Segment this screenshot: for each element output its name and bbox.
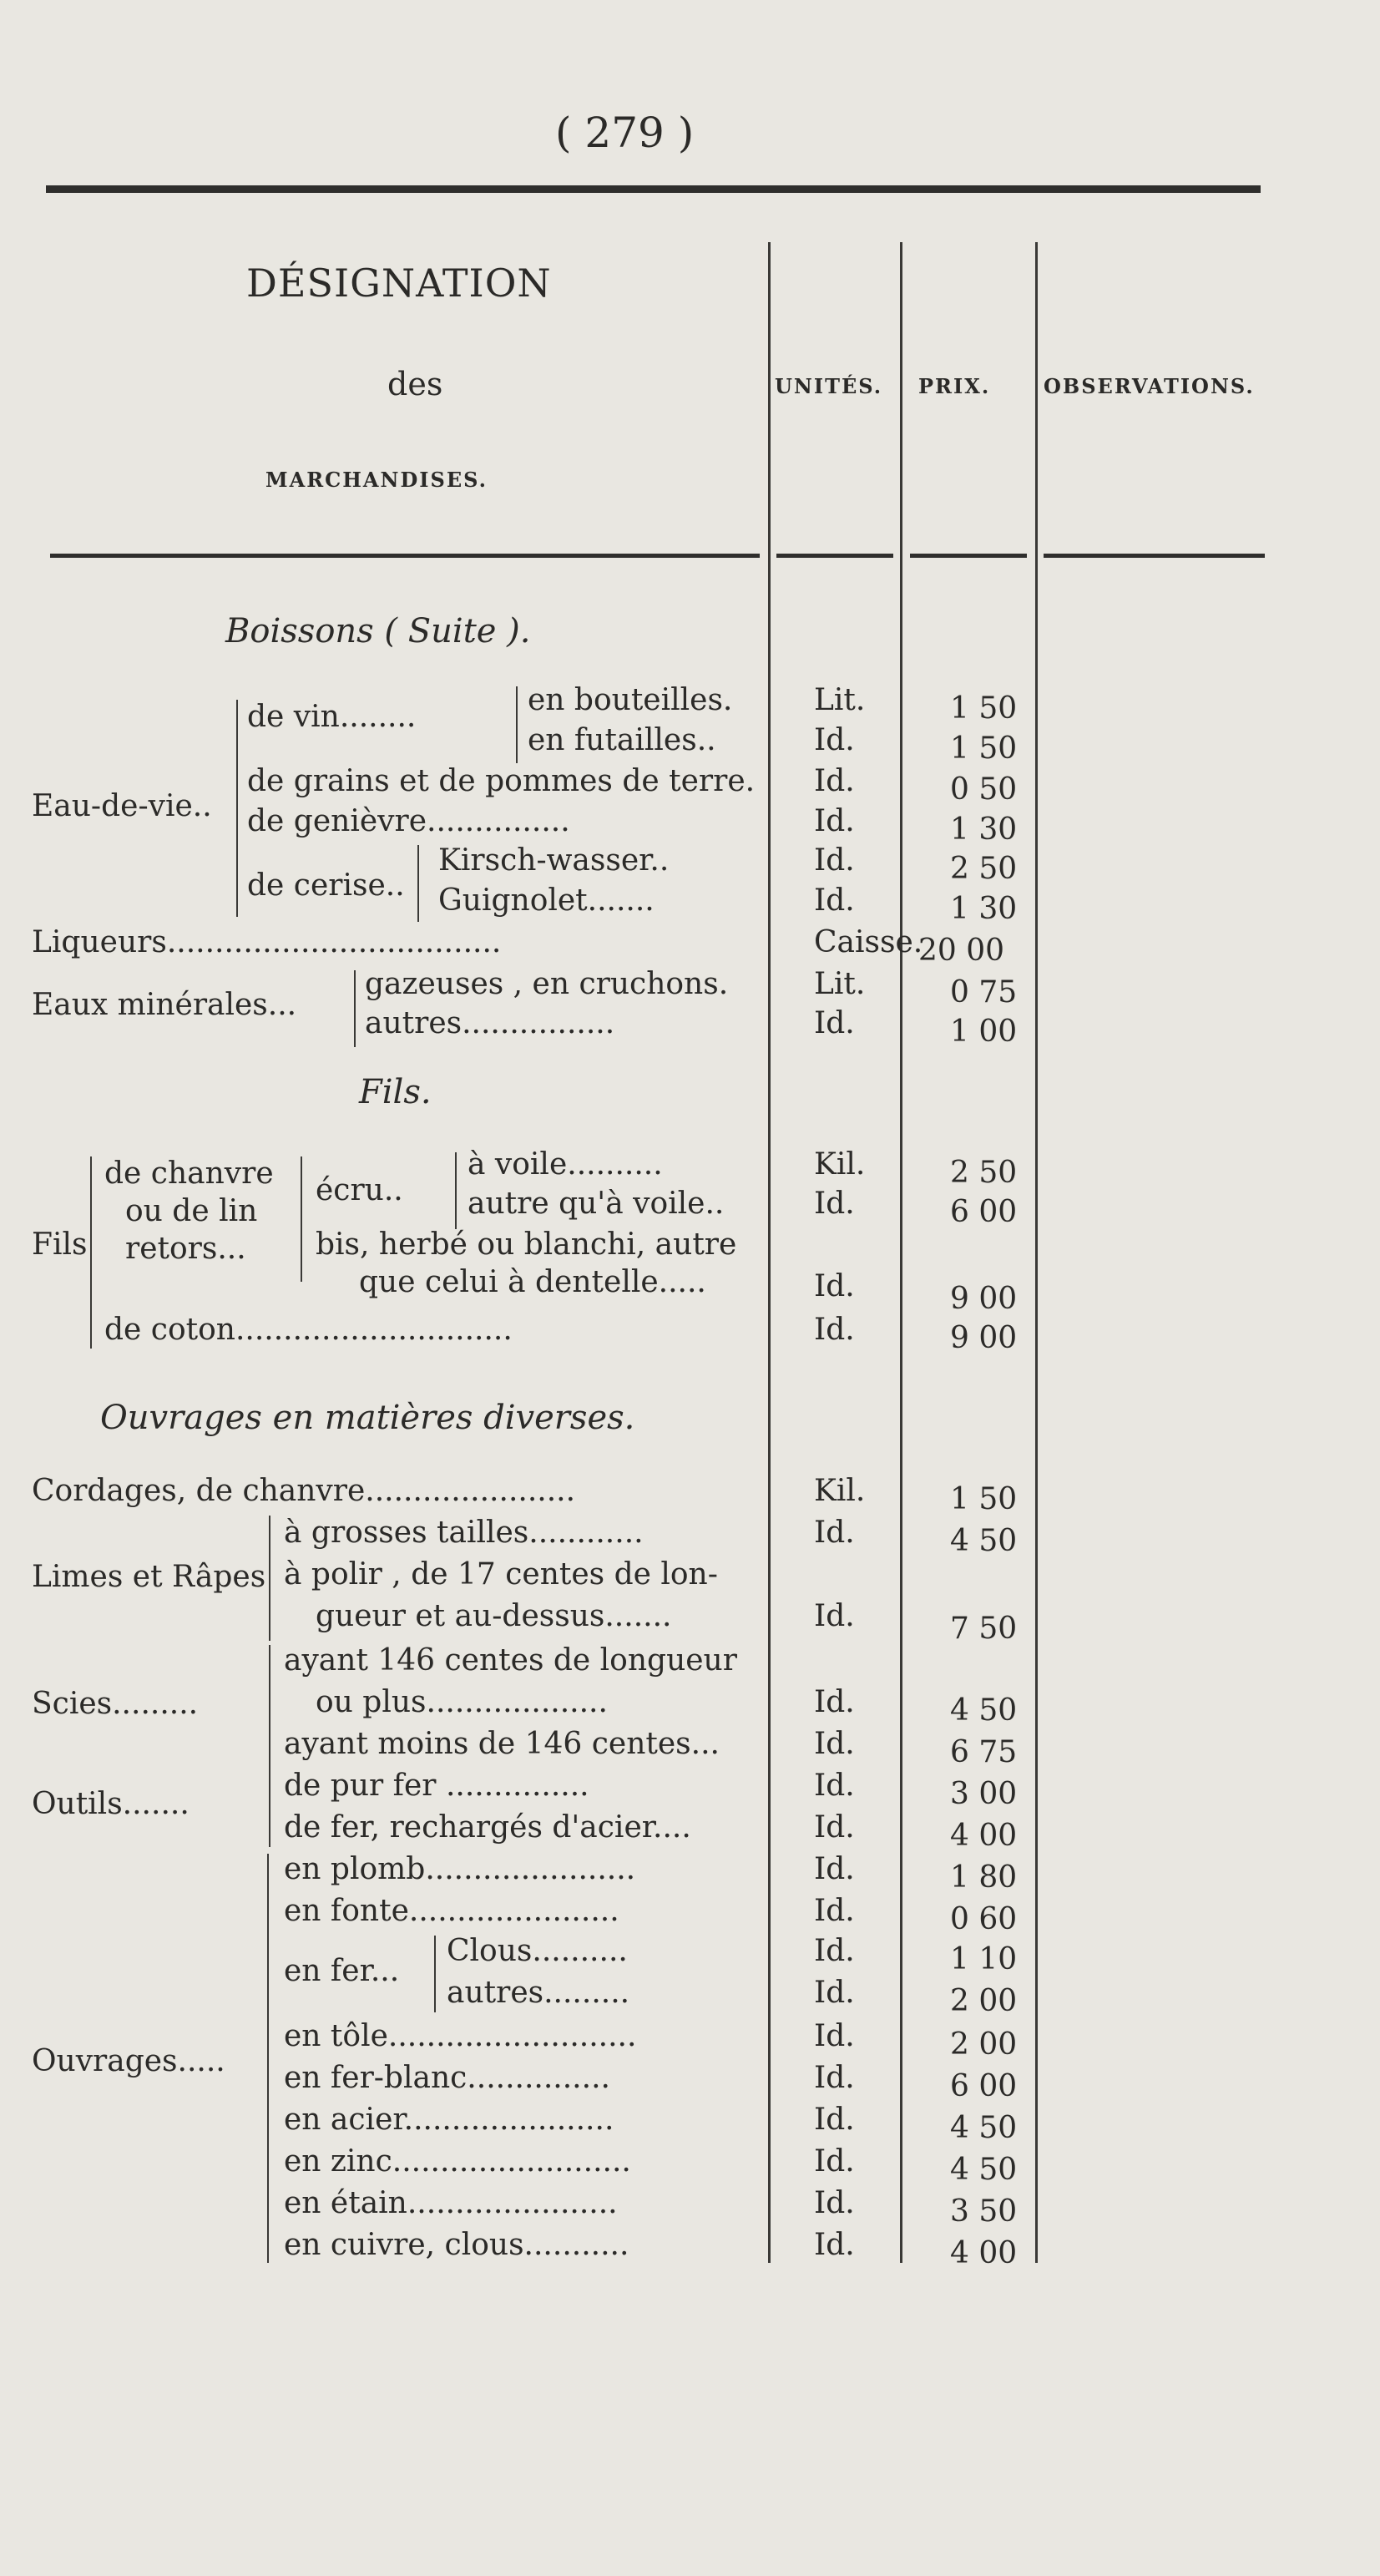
price-cell: 6 00	[950, 1195, 1018, 1229]
label-tole: en tôle..........................	[284, 2019, 637, 2053]
label-eau-de-vie: Eau-de-vie..	[32, 789, 212, 823]
price-cell: 7 50	[950, 1612, 1018, 1646]
unit-cell: Id.	[814, 1934, 855, 1968]
label-grosses-tailles: à grosses tailles............	[284, 1516, 644, 1550]
header-observations: OBSERVATIONS.	[1044, 374, 1255, 398]
unit-cell: Id.	[814, 1187, 855, 1221]
top-rule	[46, 185, 1261, 193]
unit-cell: Id.	[814, 1006, 855, 1040]
unit-cell: Id.	[814, 1599, 855, 1633]
price-cell: 0 50	[950, 772, 1018, 807]
price-cell: 20 00	[918, 934, 1005, 968]
header-unites: UNITÉS.	[775, 374, 883, 398]
unit-cell: Kil.	[814, 1147, 866, 1182]
unit-cell: Id.	[814, 804, 855, 838]
label-fils: Fils	[32, 1227, 88, 1262]
price-cell: 1 30	[950, 812, 1018, 847]
header-marchandises: MARCHANDISES.	[265, 468, 488, 492]
label-de-chanvre: de chanvre	[104, 1156, 274, 1191]
brace-limes	[269, 1516, 270, 1641]
header-des: des	[387, 366, 443, 402]
unit-cell: Id.	[814, 2186, 855, 2220]
brace-ecru	[455, 1152, 457, 1229]
label-de-cerise: de cerise..	[247, 868, 405, 903]
unit-cell: Id.	[814, 1727, 855, 1761]
unit-cell: Lit.	[814, 967, 866, 1001]
unit-cell: Id.	[814, 2103, 855, 2137]
price-cell: 4 50	[950, 1693, 1018, 1728]
unit-cell: Id.	[814, 764, 855, 798]
label-ou-de-lin: ou de lin	[125, 1194, 258, 1228]
label-de-genievre: de genièvre...............	[247, 804, 570, 838]
label-autres-fer: autres.........	[447, 1976, 630, 2010]
unit-cell: Kil.	[814, 1474, 866, 1508]
header-rule-unites	[776, 554, 893, 558]
unit-cell: Id.	[814, 2144, 855, 2179]
unit-cell: Id.	[814, 1516, 855, 1550]
price-cell: 9 00	[950, 1321, 1018, 1355]
unit-cell: Id.	[814, 1976, 855, 2010]
label-autres-eaux: autres................	[365, 1006, 615, 1040]
header-designation: DÉSIGNATION	[246, 261, 552, 306]
header-rule-prix	[910, 554, 1027, 558]
price-cell: 2 50	[950, 852, 1018, 886]
label-fer-blanc: en fer-blanc...............	[284, 2061, 610, 2095]
label-plomb: en plomb......................	[284, 1852, 636, 1886]
label-de-coton: de coton.............................	[104, 1313, 513, 1347]
label-limes: Limes et Râpes	[32, 1560, 266, 1594]
unit-cell: Id.	[814, 1810, 855, 1845]
unit-cell: Id.	[814, 2019, 855, 2053]
label-en-fer: en fer...	[284, 1954, 400, 1988]
price-cell: 3 00	[950, 1777, 1018, 1811]
label-pur-fer: de pur fer ...............	[284, 1769, 589, 1803]
unit-cell: Id.	[814, 1769, 855, 1803]
price-cell: 4 00	[950, 1819, 1018, 1853]
price-cell: 0 60	[950, 1902, 1018, 1936]
price-cell: 4 00	[950, 2236, 1018, 2270]
price-cell: 1 50	[950, 1482, 1018, 1516]
label-fonte: en fonte......................	[284, 1894, 619, 1928]
section-ouvrages: Ouvrages en matières diverses.	[100, 1399, 635, 1437]
column-divider-3	[1035, 242, 1038, 2263]
brace-en-fer	[434, 1936, 436, 2012]
price-cell: 4 50	[950, 1524, 1018, 1558]
page-number: ( 279 )	[555, 109, 695, 157]
price-cell: 3 50	[950, 2194, 1018, 2229]
brace-fils	[90, 1156, 92, 1349]
brace-de-vin	[516, 686, 518, 763]
label-zinc: en zinc.........................	[284, 2144, 631, 2179]
label-ouvrages: Ouvrages.....	[32, 2044, 225, 2078]
label-en-bouteilles: en bouteilles.	[528, 683, 733, 717]
label-eaux-minerales: Eaux minérales...	[32, 988, 297, 1022]
label-a-voile: à voile..........	[468, 1147, 663, 1182]
label-outils: Outils.......	[32, 1787, 190, 1821]
label-bis-herbe: bis, herbé ou blanchi, autre	[316, 1227, 737, 1262]
unit-cell: Id.	[814, 1313, 855, 1347]
unit-cell: Id.	[814, 2228, 855, 2262]
label-que-celui: que celui à dentelle.....	[359, 1265, 706, 1299]
label-scies: Scies.........	[32, 1687, 199, 1721]
column-divider-2	[900, 242, 902, 2263]
price-cell: 1 00	[950, 1015, 1018, 1049]
header-rule-observations	[1044, 554, 1265, 558]
label-acier: en acier......................	[284, 2103, 614, 2137]
label-kirsch: Kirsch-wasser..	[438, 843, 670, 878]
price-cell: 2 50	[950, 1156, 1018, 1190]
brace-chanvre	[301, 1156, 302, 1282]
label-ou-plus: ou plus...................	[316, 1685, 608, 1719]
price-cell: 0 75	[950, 975, 1018, 1010]
section-fils: Fils.	[359, 1073, 432, 1111]
label-etain: en étain......................	[284, 2186, 618, 2220]
price-cell: 2 00	[950, 1984, 1018, 2018]
price-cell: 1 80	[950, 1860, 1018, 1895]
label-en-futailles: en futailles..	[528, 723, 716, 757]
unit-cell: Id.	[814, 2061, 855, 2095]
brace-scies	[269, 1645, 270, 1770]
label-ayant-146: ayant 146 centes de longueur	[284, 1643, 737, 1678]
label-de-vin: de vin........	[247, 700, 417, 734]
brace-eaux-minerales	[354, 970, 356, 1047]
label-guignolet: Guignolet.......	[438, 883, 655, 918]
price-cell: 1 10	[950, 1942, 1018, 1976]
brace-eau-de-vie	[236, 700, 238, 917]
unit-cell: Id.	[814, 1269, 855, 1303]
price-cell: 6 75	[950, 1735, 1018, 1769]
unit-cell: Id.	[814, 1685, 855, 1719]
unit-cell: Id.	[814, 1894, 855, 1928]
label-gueur: gueur et au-dessus.......	[316, 1599, 672, 1633]
label-a-polir: à polir , de 17 centes de lon-	[284, 1557, 718, 1592]
label-cordages: Cordages, de chanvre......................	[32, 1474, 576, 1508]
unit-cell: Id.	[814, 723, 855, 757]
header-rule-designation	[50, 554, 760, 558]
label-clous: Clous..........	[447, 1934, 628, 1968]
label-ayant-moins: ayant moins de 146 centes...	[284, 1727, 720, 1761]
label-fer-recharge: de fer, rechargés d'acier....	[284, 1810, 691, 1845]
label-ecru: écru..	[316, 1173, 403, 1207]
label-liqueurs: Liqueurs...................................	[32, 925, 502, 959]
header-prix: PRIX.	[918, 374, 991, 398]
column-divider-1	[768, 242, 771, 2263]
price-cell: 9 00	[950, 1282, 1018, 1316]
label-de-grains: de grains et de pommes de terre.	[247, 764, 756, 798]
label-gazeuses: gazeuses , en cruchons.	[365, 967, 729, 1001]
price-cell: 6 00	[950, 2069, 1018, 2103]
price-cell: 2 00	[950, 2027, 1018, 2062]
price-cell: 4 50	[950, 2153, 1018, 2187]
brace-ouvrages	[267, 1854, 269, 2263]
brace-de-cerise	[417, 845, 419, 922]
label-cuivre: en cuivre, clous...........	[284, 2228, 629, 2262]
label-retors: retors...	[125, 1232, 246, 1266]
unit-cell: Lit.	[814, 683, 866, 717]
price-cell: 4 50	[950, 2111, 1018, 2145]
section-boissons: Boissons ( Suite ).	[225, 612, 531, 650]
unit-cell: Id.	[814, 883, 855, 918]
brace-outils	[269, 1770, 270, 1847]
unit-cell: Caisse.	[814, 925, 923, 959]
price-cell: 1 50	[950, 731, 1018, 766]
unit-cell: Id.	[814, 843, 855, 878]
unit-cell: Id.	[814, 1852, 855, 1886]
price-cell: 1 30	[950, 892, 1018, 926]
price-cell: 1 50	[950, 691, 1018, 726]
label-autre-qua-voile: autre qu'à voile..	[468, 1187, 725, 1221]
